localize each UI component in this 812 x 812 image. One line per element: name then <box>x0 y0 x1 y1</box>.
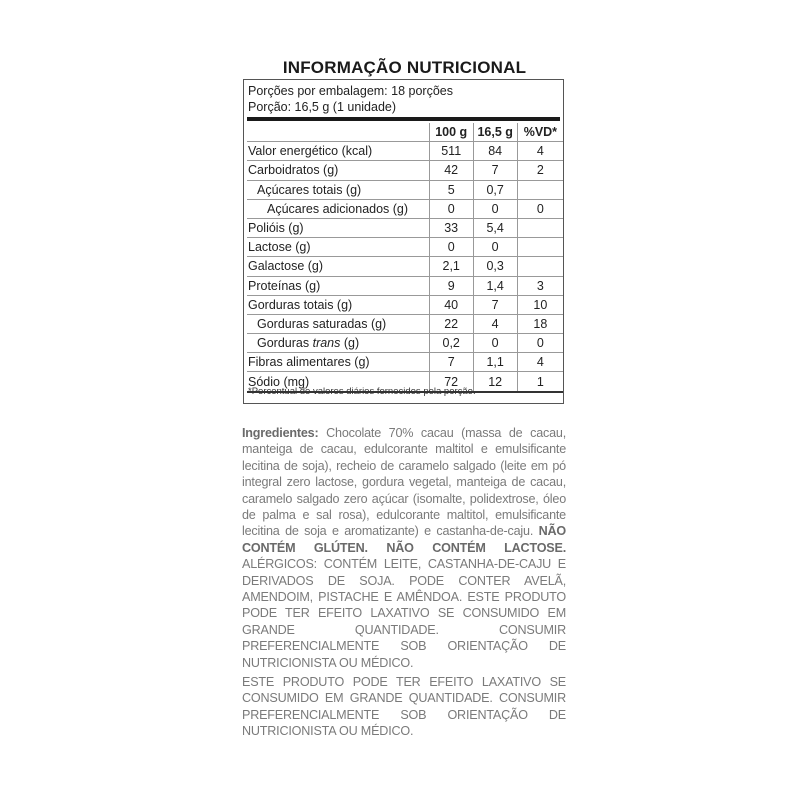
table-row <box>247 334 563 353</box>
value-100g: 33 <box>429 218 473 237</box>
header-vd: %VD* <box>517 123 563 142</box>
value-portion: 7 <box>473 161 517 180</box>
header-nutrient <box>247 123 429 142</box>
value-portion: 0 <box>473 199 517 218</box>
table-row <box>247 295 563 314</box>
value-vd <box>517 180 563 199</box>
value-vd: 4 <box>517 142 563 161</box>
header-portion: 16,5 g <box>473 123 517 142</box>
nutrient-label: Carboidratos (g) <box>247 161 429 180</box>
nutrition-table <box>247 123 563 393</box>
nutrition-title: INFORMAÇÃO NUTRICIONAL <box>282 58 527 77</box>
nutrient-label: Fibras alimentares (g) <box>247 353 429 372</box>
value-vd: 4 <box>517 353 563 372</box>
nutrition-facts-panel <box>243 79 564 404</box>
table-row <box>247 161 563 180</box>
value-vd: 18 <box>517 314 563 333</box>
nutrient-label: Açúcares totais (g) <box>247 180 429 199</box>
nutrient-label: Sódio (mg) <box>247 372 429 392</box>
table-row <box>247 314 563 333</box>
laxative-warning: ESTE PRODUTO PODE TER EFEITO LAXATIVO SE CONSUMIDO EM GRANDE QUANTIDADE. CONSUMIR PREFERENCIALMENTE SOB ORIENTAÇÃO DE NUTRICIONISTA OU MÉDICO. <box>242 675 566 739</box>
value-portion: 0 <box>473 238 517 257</box>
table-header-row <box>247 123 563 142</box>
value-100g: 42 <box>429 161 473 180</box>
table-row <box>247 257 563 276</box>
value-100g: 22 <box>429 314 473 333</box>
value-100g: 511 <box>429 142 473 161</box>
servings-per-package: Porções por embalagem: 18 porções <box>248 84 453 98</box>
value-100g: 0,2 <box>429 334 473 353</box>
value-vd <box>517 218 563 237</box>
value-vd: 2 <box>517 161 563 180</box>
value-portion: 0,7 <box>473 180 517 199</box>
value-100g: 5 <box>429 180 473 199</box>
ingredients-paragraph <box>242 425 566 671</box>
thick-divider <box>247 117 560 121</box>
value-portion: 7 <box>473 295 517 314</box>
vd-footnote: *Percentual de valores diários fornecidos pela porção. <box>248 386 476 397</box>
value-portion: 1,1 <box>473 353 517 372</box>
table-row <box>247 353 563 372</box>
table-row <box>247 142 563 161</box>
nutrient-label: Polióis (g) <box>247 218 429 237</box>
nutrient-label: Açúcares adicionados (g) <box>247 199 429 218</box>
nutrient-label: Valor energético (kcal) <box>247 142 429 161</box>
value-portion: 0,3 <box>473 257 517 276</box>
value-portion: 4 <box>473 314 517 333</box>
nutrient-label: Gorduras trans (g) <box>247 334 429 353</box>
value-vd <box>517 257 563 276</box>
value-vd: 10 <box>517 295 563 314</box>
value-vd: 0 <box>517 334 563 353</box>
value-portion: 84 <box>473 142 517 161</box>
servings-info <box>244 80 563 115</box>
table-row <box>247 199 563 218</box>
value-100g: 2,1 <box>429 257 473 276</box>
nutrient-label: Gorduras totais (g) <box>247 295 429 314</box>
allergens-text: ALÉRGICOS: CONTÉM LEITE, CASTANHA-DE-CAJU E DERIVADOS DE SOJA. PODE CONTER AVELÃ, AMENDOIM, PISTACHE E AMÊNDOA. ESTE PRODUTO PODE TER EFEITO LAXATIVO SE CONSUMIDO EM GRANDE QUANTIDADE. CONSUMIR PREFERENCIALMENTE SOB ORIENTAÇÃO DE NUTRICIONISTA OU MÉDICO. <box>242 557 566 670</box>
value-100g: 9 <box>429 276 473 295</box>
value-portion: 5,4 <box>473 218 517 237</box>
value-100g: 0 <box>429 238 473 257</box>
ingredients-text: Chocolate 70% cacau (massa de cacau, manteiga de cacau, edulcorante maltitol e emulsificante lecitina de soja), recheio de caramelo salgado (leite em pó integral zero lactose, gordura vegetal, manteiga de cacau, caramelo salgado zero açúcar (isomalte, polidextrose, óleo de palma e sal rosa), edulcorante maltitol, emulsificante lecitina de soja e aromatizante) e castanha-de-caju. <box>242 426 566 539</box>
gluten-lactose-claims: NÃO CONTÉM GLÚTEN. NÃO CONTÉM LACTOSE. <box>242 524 566 555</box>
value-100g: 0 <box>429 199 473 218</box>
value-vd: 0 <box>517 199 563 218</box>
value-portion: 1,4 <box>473 276 517 295</box>
table-row <box>247 276 563 295</box>
trans-italic: trans <box>312 336 341 351</box>
table-row <box>247 180 563 199</box>
portion-size: Porção: 16,5 g (1 unidade) <box>248 100 397 114</box>
value-vd <box>517 238 563 257</box>
nutrient-label: Gorduras saturadas (g) <box>247 314 429 333</box>
ingredients-label: Ingredientes: <box>242 426 319 440</box>
value-100g: 40 <box>429 295 473 314</box>
value-100g: 7 <box>429 353 473 372</box>
header-100g: 100 g <box>429 123 473 142</box>
table-row <box>247 238 563 257</box>
nutrient-label: Galactose (g) <box>247 257 429 276</box>
table-row <box>247 218 563 237</box>
value-100g: 72 <box>429 372 473 392</box>
value-portion: 12 <box>473 372 517 392</box>
value-vd: 1 <box>517 372 563 392</box>
value-portion: 0 <box>473 334 517 353</box>
nutrient-label: Proteínas (g) <box>247 276 429 295</box>
value-vd: 3 <box>517 276 563 295</box>
nutrient-label: Lactose (g) <box>247 238 429 257</box>
